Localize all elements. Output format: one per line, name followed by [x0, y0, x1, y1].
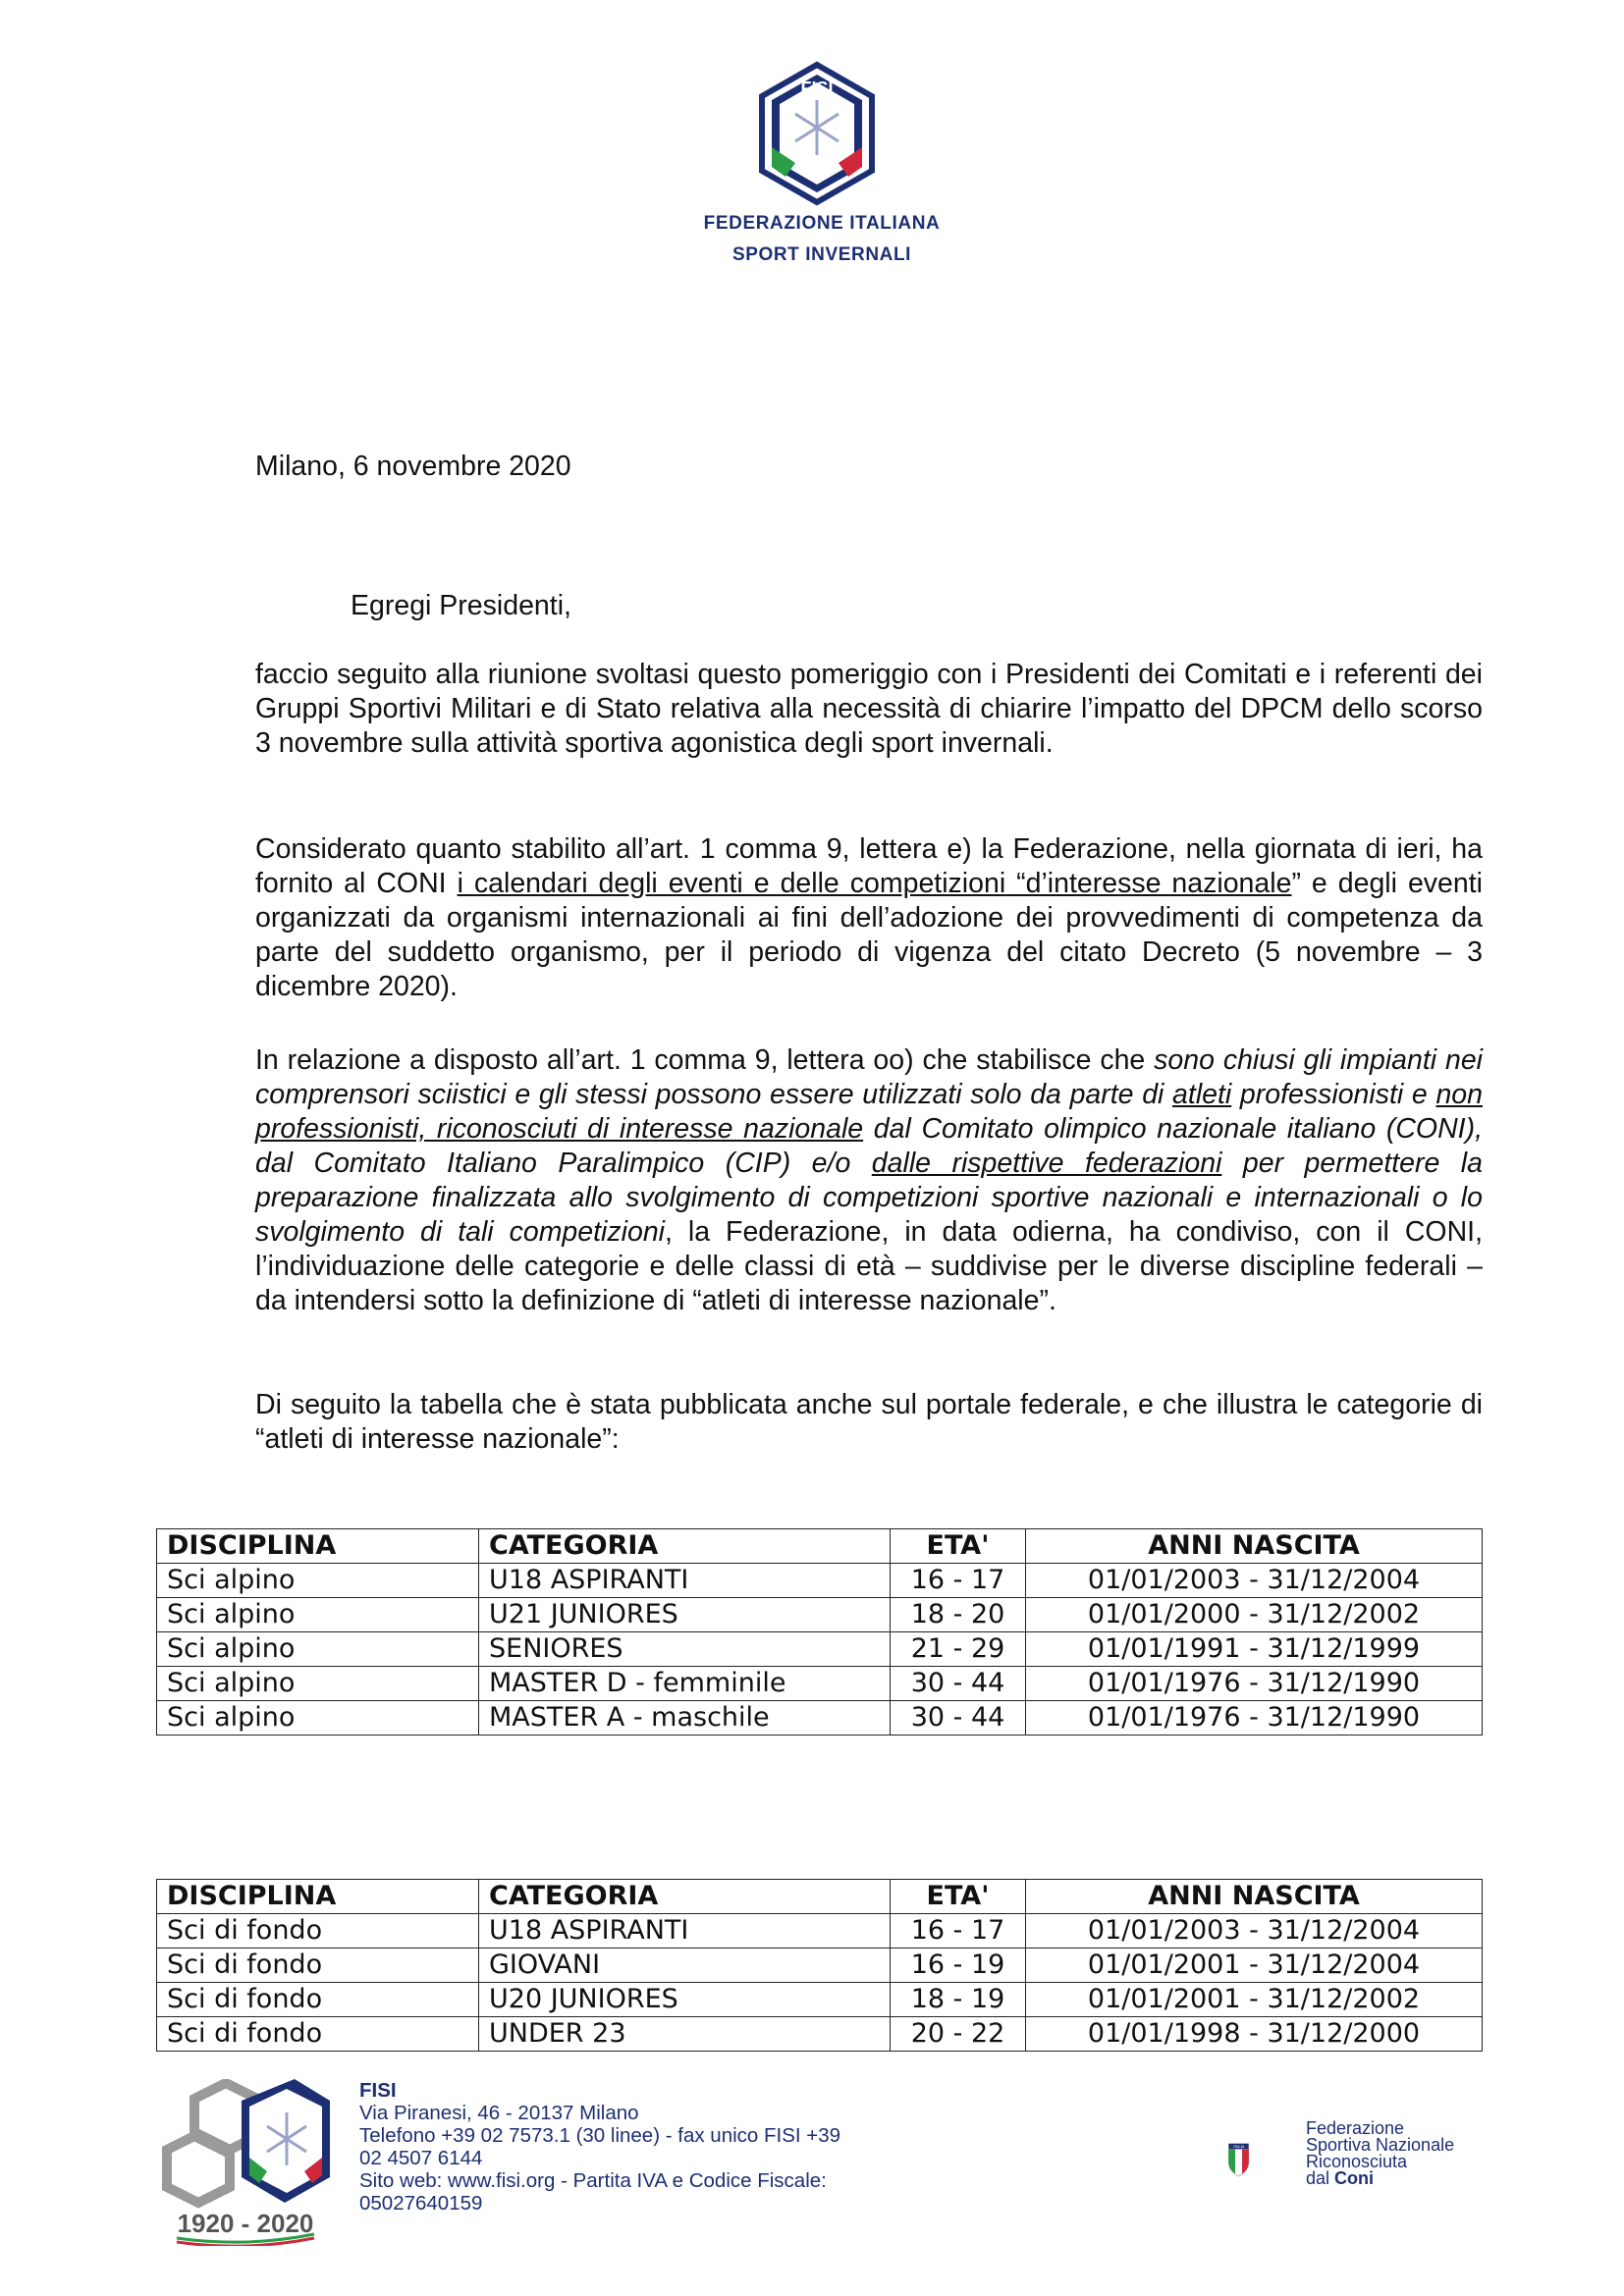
paragraph-3-italic-3: dal Comitato olimpico nazionale italiano (CONI), dal Comitato Italiano Paralimpico (CIP) e/o — [255, 1113, 1484, 1179]
footer-line-4: Sito web: www.fisi.org - Partita IVA e Codice Fiscale: — [359, 2169, 827, 2192]
org-name-line2: SPORT INVERNALI — [731, 244, 912, 265]
coni-recognition-text — [1306, 2120, 1454, 2187]
table-row — [157, 1983, 1483, 2017]
cell-anni-nascita: 01/01/1991 - 31/12/1999 — [1026, 1632, 1483, 1667]
paragraph-3-italic-1: sono chiusi gli impianti nei comprensori sciistici e gli stessi possono essere utilizzati solo da parte di — [255, 1044, 1483, 1110]
table-row — [157, 1632, 1483, 1667]
table-row — [157, 1914, 1483, 1949]
paragraph-3 — [255, 1043, 1483, 1318]
header-anni-nascita: ANNI NASCITA — [1026, 1880, 1483, 1914]
table-row — [157, 2017, 1483, 2052]
coni-line-4: dal — [1306, 2168, 1330, 2188]
paragraph-3-text-b: , la Federazione, in data odierna, ha condiviso, con il CONI, l’individuazione delle categorie e delle classi di età – suddivise per le diverse discipline federali – da intendersi sotto la definizione di “atleti di interesse nazionale”. — [255, 1216, 1483, 1316]
coni-line-2: Sportiva Nazionale — [1306, 2135, 1455, 2155]
header-eta: ETA' — [891, 1529, 1026, 1564]
cell-disciplina: Sci di fondo — [157, 2017, 479, 2052]
cell-disciplina: Sci alpino — [157, 1598, 479, 1632]
paragraph-2 — [255, 832, 1483, 1004]
table-row — [157, 1667, 1483, 1701]
letter-date: Milano, 6 novembre 2020 — [255, 451, 571, 482]
header-eta: ETA' — [891, 1880, 1026, 1914]
cell-eta: 16 - 17 — [891, 1564, 1026, 1598]
fisi-logo — [756, 61, 878, 208]
cell-eta: 16 - 17 — [891, 1914, 1026, 1949]
cell-eta: 21 - 29 — [891, 1632, 1026, 1667]
header-categoria: CATEGORIA — [479, 1880, 891, 1914]
footer-line-2: Telefono +39 02 7573.1 (30 linee) - fax unico FISI +39 — [359, 2124, 841, 2147]
anniversary-text: 1920 - 2020 — [177, 2209, 314, 2238]
cell-eta: 30 - 44 — [891, 1667, 1026, 1701]
table-row — [157, 1701, 1483, 1735]
cell-disciplina: Sci alpino — [157, 1632, 479, 1667]
cell-anni-nascita: 01/01/2000 - 31/12/2002 — [1026, 1598, 1483, 1632]
letter-salutation: Egregi Presidenti, — [351, 590, 571, 621]
table-sci-alpino — [156, 1528, 1483, 1735]
cell-anni-nascita: 01/01/1998 - 31/12/2000 — [1026, 2017, 1483, 2052]
cell-categoria: MASTER D - femminile — [479, 1667, 891, 1701]
cell-categoria: SENIORES — [479, 1632, 891, 1667]
table-row — [157, 1949, 1483, 1983]
paragraph-3-italic-2: professionisti e — [1231, 1079, 1436, 1110]
coni-flag-text: ITALIA — [1232, 2145, 1245, 2150]
footer-line-3: 02 4507 6144 — [359, 2147, 483, 2169]
header-disciplina: DISCIPLINA — [157, 1880, 479, 1914]
footer-line-1: Via Piranesi, 46 - 20137 Milano — [359, 2102, 639, 2124]
cell-anni-nascita: 01/01/1976 - 31/12/1990 — [1026, 1701, 1483, 1735]
paragraph-3-italic-underlined-2: non professionisti, riconosciuti di interesse nazionale — [255, 1079, 1483, 1145]
cell-disciplina: Sci alpino — [157, 1667, 479, 1701]
footer-org-name: FISI — [359, 2079, 397, 2102]
cell-anni-nascita: 01/01/2001 - 31/12/2002 — [1026, 1983, 1483, 2017]
cell-categoria: GIOVANI — [479, 1949, 891, 1983]
cell-eta: 20 - 22 — [891, 2017, 1026, 2052]
header-categoria: CATEGORIA — [479, 1529, 891, 1564]
paragraph-3-text-a: In relazione a disposto all’art. 1 comma 9, lettera oo) che stabilisce che — [255, 1044, 1155, 1076]
table-row — [157, 1598, 1483, 1632]
cell-anni-nascita: 01/01/1976 - 31/12/1990 — [1026, 1667, 1483, 1701]
cell-anni-nascita: 01/01/2003 - 31/12/2004 — [1026, 1564, 1483, 1598]
footer-address — [359, 2079, 909, 2215]
table-sci-di-fondo — [156, 1879, 1483, 2052]
cell-eta: 16 - 19 — [891, 1949, 1026, 1983]
paragraph-4: Di seguito la tabella che è stata pubblicata anche sul portale federale, e che illustra le categorie di “atleti di interesse nazionale”: — [255, 1389, 1483, 1455]
footer-line-5: 05027640159 — [359, 2192, 483, 2215]
cell-eta: 18 - 19 — [891, 1983, 1026, 2017]
cell-disciplina: Sci di fondo — [157, 1949, 479, 1983]
cell-categoria: U18 ASPIRANTI — [479, 1564, 891, 1598]
cell-categoria: U18 ASPIRANTI — [479, 1914, 891, 1949]
paragraph-1: faccio seguito alla riunione svoltasi questo pomeriggio con i Presidenti dei Comitati e i referenti dei Gruppi Sportivi Militari e di Stato relativa alla necessità di chiarire l’impatto del DPCM dello scorso 3 novembre sulla attività sportiva agonistica degli sport invernali. — [255, 659, 1483, 759]
paragraph-2-underlined: i calendari degli eventi e delle competizioni “d’interesse nazionale — [457, 868, 1292, 899]
cell-categoria: U21 JUNIORES — [479, 1598, 891, 1632]
paragraph-2-text-a: Considerato quanto stabilito all’art. 1 comma 9, lettera e) la Federazione, nella giornata di ieri, ha fornito al CONI — [255, 833, 1483, 899]
paragraph-2-text-b: ” e degli eventi organizzati da organismi internazionali ai fini dell’adozione dei provvedimenti di competenza da parte del suddetto organismo, per il periodo di vigenza del citato Decreto (5 novembre – 3 dicembre 2020). — [255, 868, 1483, 1002]
logo-text: FISI — [800, 79, 834, 98]
paragraph-3-italic-4: per permettere la preparazione finalizzata allo svolgimento di competizioni sportive nazionali e internazionali o lo svolgimento di tali competizioni — [255, 1148, 1483, 1248]
cell-disciplina: Sci di fondo — [157, 1983, 479, 2017]
org-name-line1: FEDERAZIONE ITALIANA — [703, 213, 941, 234]
cell-disciplina: Sci alpino — [157, 1701, 479, 1735]
cell-categoria: MASTER A - maschile — [479, 1701, 891, 1735]
coni-line-5: Coni — [1334, 2168, 1375, 2188]
cell-categoria: U20 JUNIORES — [479, 1983, 891, 2017]
cell-disciplina: Sci di fondo — [157, 1914, 479, 1949]
table-header-row — [157, 1880, 1483, 1914]
coni-shield-logo — [1227, 2110, 1306, 2209]
cell-eta: 18 - 20 — [891, 1598, 1026, 1632]
anniversary-logo — [157, 2079, 334, 2246]
cell-eta: 30 - 44 — [891, 1701, 1026, 1735]
header-disciplina: DISCIPLINA — [157, 1529, 479, 1564]
cell-categoria: UNDER 23 — [479, 2017, 891, 2052]
paragraph-3-italic-underlined-1: atleti — [1172, 1079, 1232, 1110]
cell-disciplina: Sci alpino — [157, 1564, 479, 1598]
table-row — [157, 1564, 1483, 1598]
paragraph-3-italic-underlined-3: dalle rispettive federazioni — [871, 1148, 1222, 1179]
coni-line-1: Federazione — [1306, 2118, 1405, 2138]
header-anni-nascita: ANNI NASCITA — [1026, 1529, 1483, 1564]
cell-anni-nascita: 01/01/2001 - 31/12/2004 — [1026, 1949, 1483, 1983]
coni-line-3: Riconosciuta — [1306, 2152, 1408, 2171]
cell-anni-nascita: 01/01/2003 - 31/12/2004 — [1026, 1914, 1483, 1949]
table-header-row — [157, 1529, 1483, 1564]
